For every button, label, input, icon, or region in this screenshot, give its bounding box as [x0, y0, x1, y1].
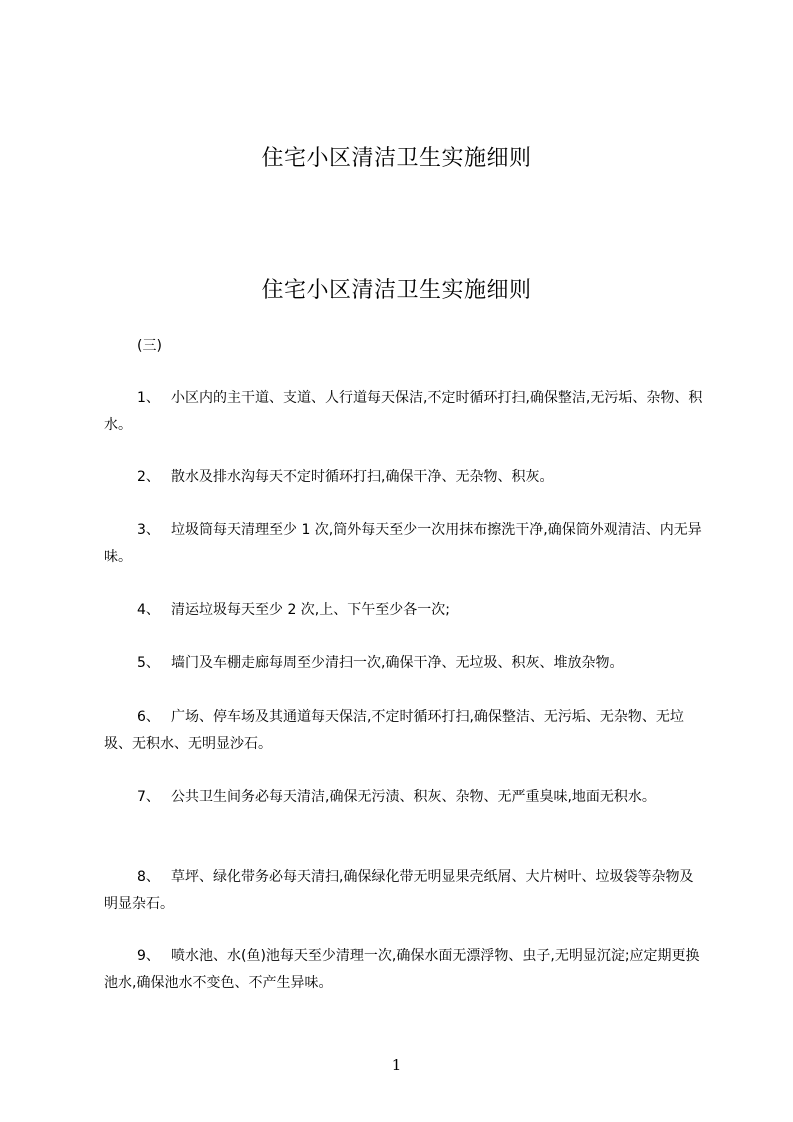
item-number: 2、: [137, 469, 160, 485]
item-number: 1、: [137, 390, 160, 406]
list-item: [104, 650, 704, 677]
item-number: 3、: [137, 522, 160, 538]
item-text: 墙门及车棚走廊每周至少清扫一次,确保干净、无垃圾、积灰、堆放杂物。: [171, 655, 624, 671]
list-item: [104, 597, 704, 624]
item-text: 公共卫生间务必每天清洁,确保无污渍、积灰、杂物、无严重臭味,地面无积水。: [171, 789, 656, 805]
list-item: [104, 385, 704, 439]
item-number: 5、: [137, 655, 160, 671]
item-number: 7、: [137, 789, 160, 805]
item-number: 9、: [137, 948, 160, 964]
list-item: [104, 784, 704, 811]
section-mark: (三): [137, 338, 162, 354]
item-text: 清运垃圾每天至少 2 次,上、下午至少各一次;: [171, 602, 450, 618]
item-number: 6、: [137, 709, 160, 725]
item-text: 小区内的主干道、支道、人行道每天保洁,不定时循环打扫,确保整洁,无污垢、杂物、积水。: [104, 390, 703, 433]
item-number: 4、: [137, 602, 160, 618]
item-number: 8、: [137, 869, 160, 885]
page-number: 1: [391, 1056, 402, 1074]
list-item: [104, 943, 704, 997]
item-text: 散水及排水沟每天不定时循环打扫,确保干净、无杂物、积灰。: [171, 469, 554, 485]
list-item: [104, 704, 704, 758]
item-text: 广场、停车场及其通道每天保洁,不定时循环打扫,确保整洁、无污垢、无杂物、无垃圾、无积水、无明显沙石。: [104, 709, 684, 752]
list-item: [104, 864, 704, 918]
list-item: [104, 464, 704, 491]
list-item: [104, 517, 704, 571]
item-text: 草坪、绿化带务必每天清扫,确保绿化带无明显果壳纸屑、大片树叶、垃圾袋等杂物及明显杂石。: [104, 869, 694, 912]
main-title: 住宅小区清洁卫生实施细则: [261, 278, 532, 303]
item-text: 垃圾筒每天清理至少 1 次,筒外每天至少一次用抹布擦洗干净,确保筒外观清洁、内无异味。: [104, 522, 702, 565]
cover-title: 住宅小区清洁卫生实施细则: [261, 146, 532, 171]
item-text: 喷水池、水(鱼)池每天至少清理一次,确保水面无漂浮物、虫子,无明显沉淀;应定期更换池水,确保池水不变色、不产生异味。: [104, 948, 700, 991]
